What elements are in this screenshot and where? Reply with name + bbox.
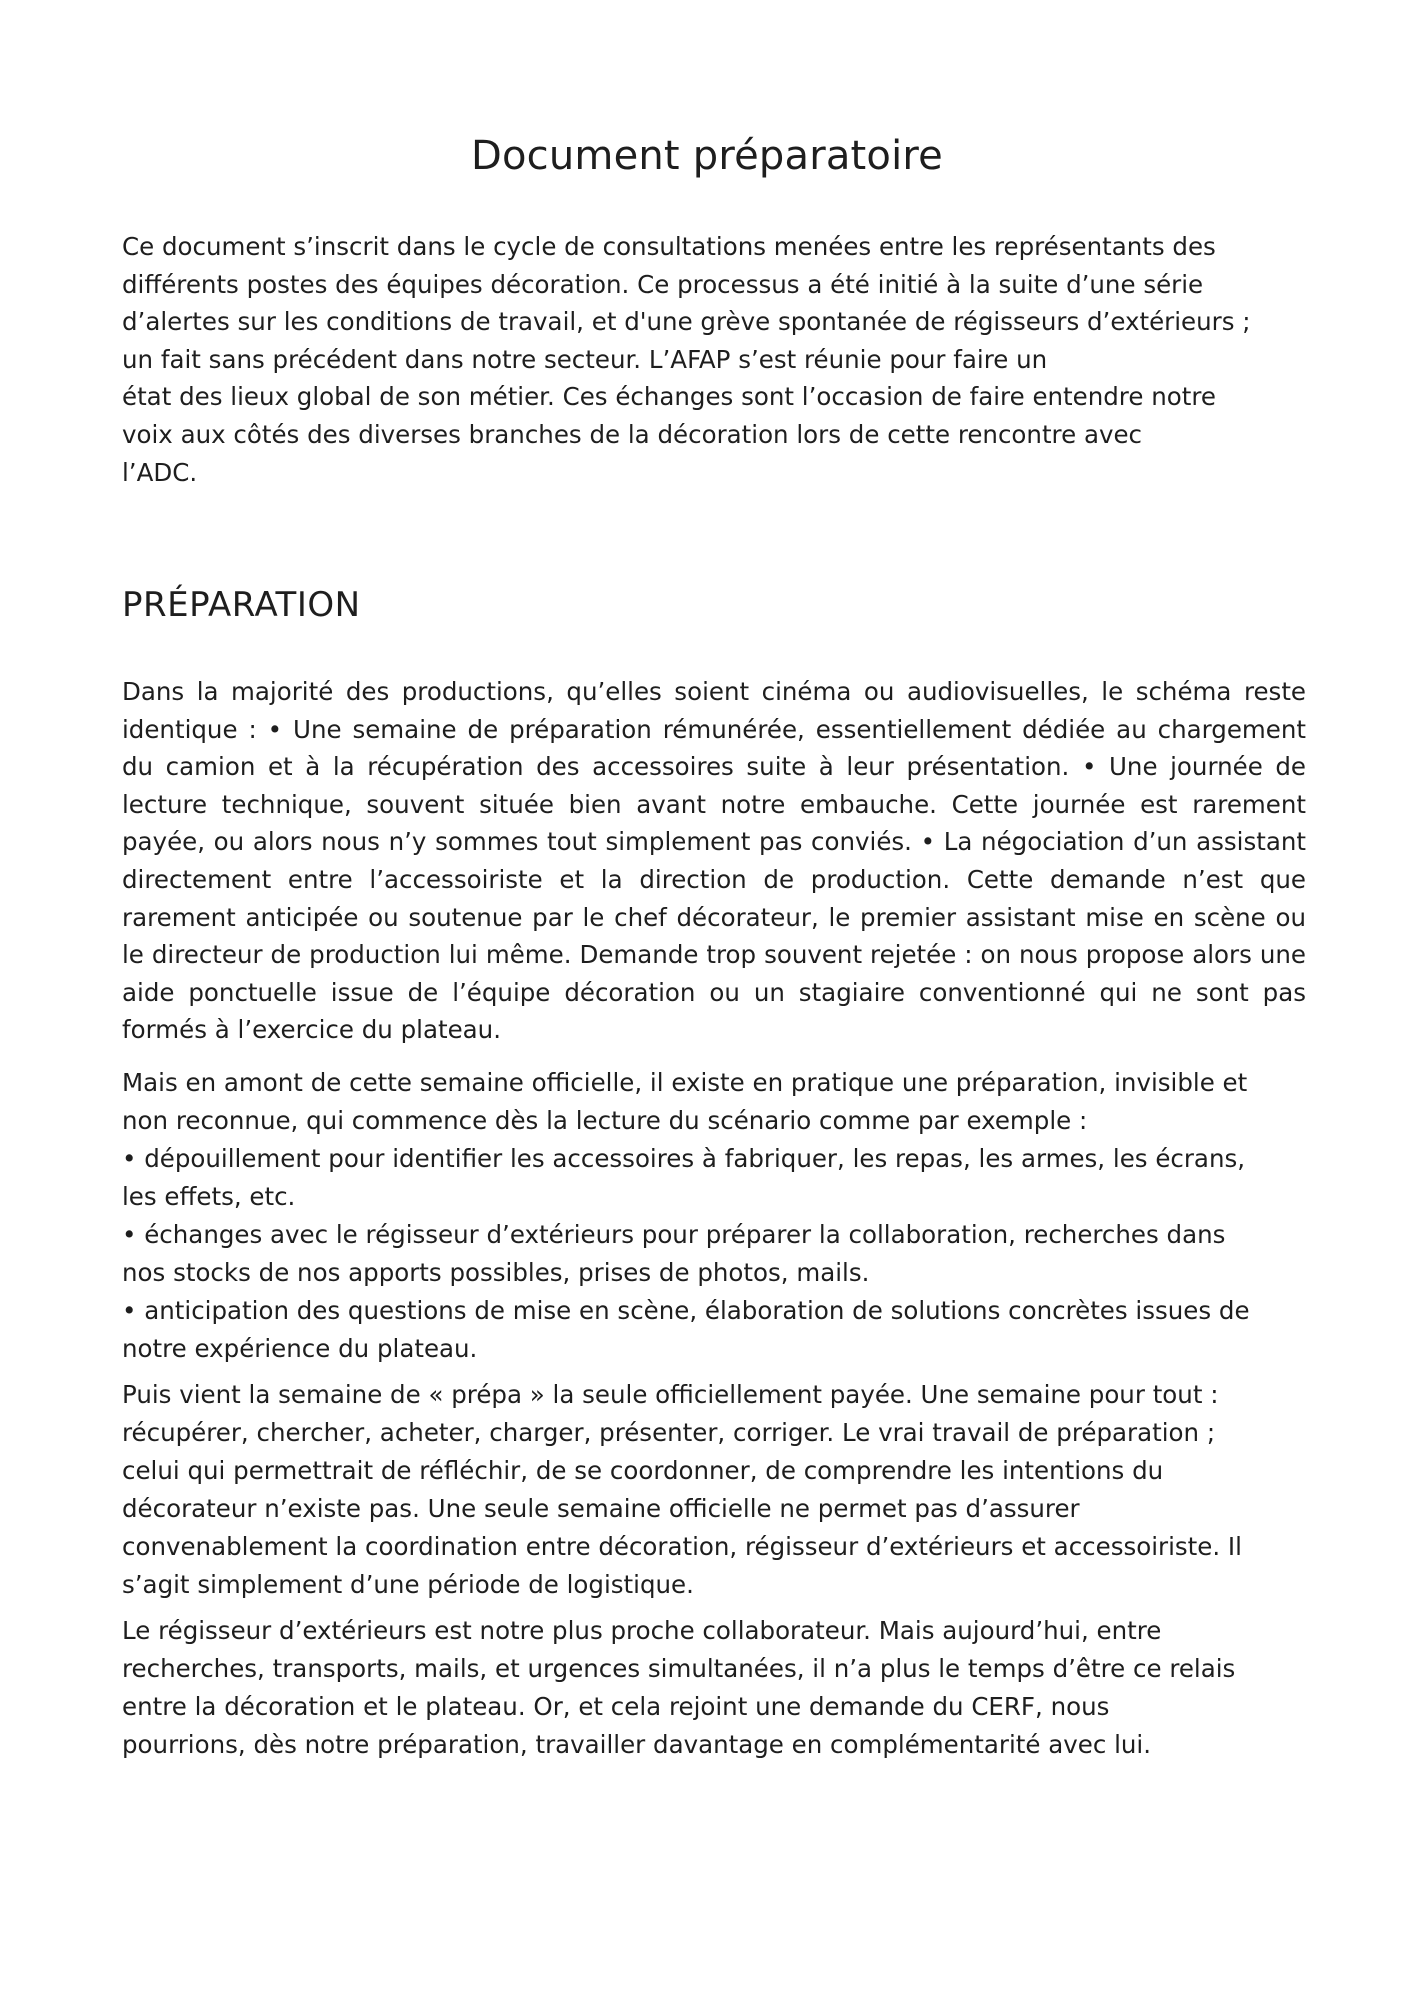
document-title: Document préparatoire bbox=[470, 133, 943, 179]
intro-paragraph: Ce document s’inscrit dans le cycle de consultations menées entre les représentants des différents postes des équipes décoration. Ce processus a été initié à la suite d’une série d’alertes sur les conditions de travail, et d'une grève spontanée de régisseurs d’extérieurs ; un fait sans précédent dans notre secteur. L’AFAP s’est réunie pour faire un état des lieux global de son métier. Ces échanges sont l’occasion de faire entendre notre voix aux côtés des diverses branches de la décoration lors de cette rencontre avec l’ADC. bbox=[122, 232, 1251, 487]
section-paragraph-3: Puis vient la semaine de « prépa » la seule officiellement payée. Une semaine pour tout : récupérer, chercher, acheter, charger, présenter, corriger. Le vrai travail de préparation ; celui qui permettrait de réfléchir, de se coordonner, de comprendre les intentions du décorateur n’existe pas. Une seule semaine officielle ne permet pas d’assurer convenablement la coordination entre décoration, régisseur d’extérieurs et accessoiriste. Il s’agit simplement d’une période de logistique. bbox=[122, 1380, 1242, 1599]
section-paragraph-2: Mais en amont de cette semaine officielle, il existe en pratique une préparation, invisible et non reconnue, qui commence dès la lecture du scénario comme par exemple : • dépouillement pour identifier les accessoires à fabriquer, les repas, les armes, les écrans, les effets, etc. • échanges avec le régisseur d’extérieurs pour préparer la collaboration, recherches dans nos stocks de nos apports possibles, prises de photos, mails. • anticipation des questions de mise en scène, élaboration de solutions concrètes issues de notre expérience du plateau. bbox=[122, 1068, 1250, 1363]
section-paragraph-1: Dans la majorité des productions, qu’elles soient cinéma ou audiovisuelles, le schéma reste identique : • Une semaine de préparation rémunérée, essentiellement dédiée au chargement du camion et à la récupération des accessoires suite à leur présentation. • Une journée de lecture technique, souvent située bien avant notre embauche. Cette journée est rarement payée, ou alors nous n’y sommes tout simplement pas conviés. • La négociation d’un assistant directement entre l’accessoiriste et la direction de production. Cette demande n’est que rarement anticipée ou soutenue par le chef décorateur, le premier assistant mise en scène ou le directeur de production lui même. Demande trop souvent rejetée : on nous propose alors une aide ponctuelle issue de l’équipe décoration ou un stagiaire conventionné qui ne sont pas formés à l’exercice du plateau. bbox=[122, 677, 1306, 1045]
section-paragraph-4: Le régisseur d’extérieurs est notre plus proche collaborateur. Mais aujourd’hui, entre recherches, transports, mails, et urgences simultanées, il n’a plus le temps d’être ce relais entre la décoration et le plateau. Or, et cela rejoint une demande du CERF, nous pourrions, dès notre préparation, travailler davantage en complémentarité avec lui. bbox=[122, 1616, 1236, 1759]
section-heading: PRÉPARATION bbox=[122, 585, 361, 625]
